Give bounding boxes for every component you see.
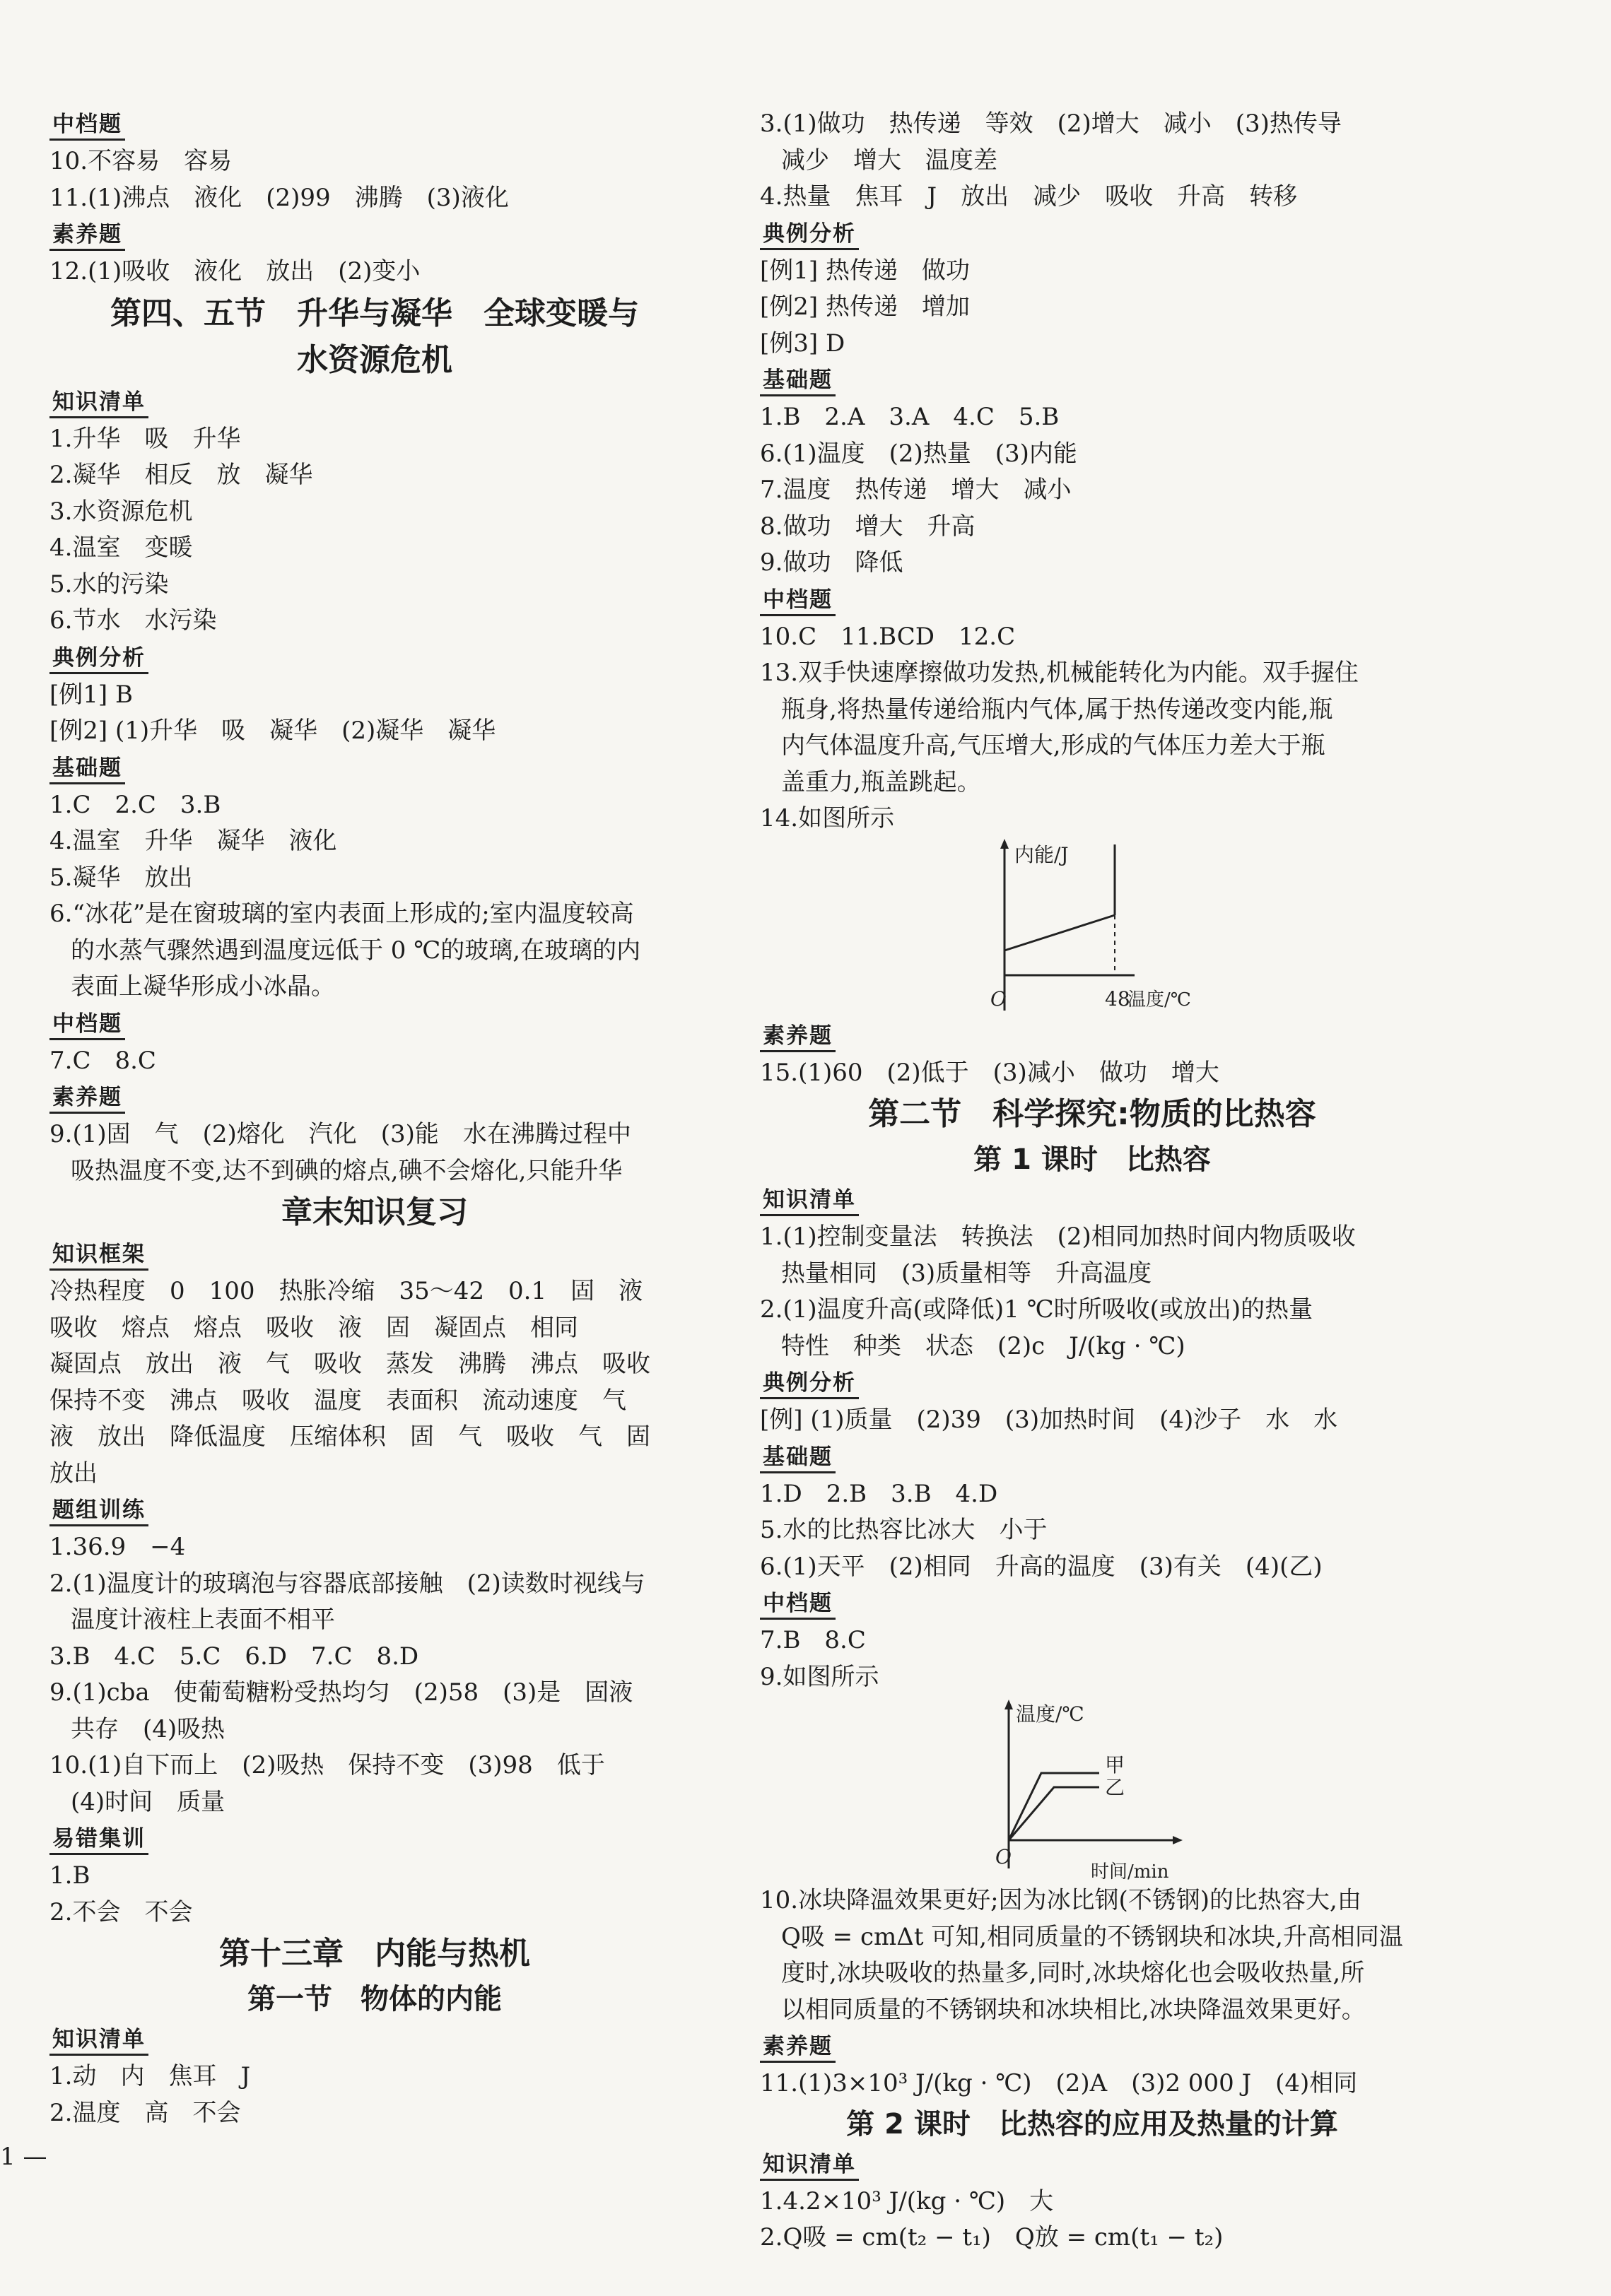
answer-line: 14.如图所示 (760, 804, 895, 832)
x-axis-label: 时间/min (1091, 1861, 1169, 1883)
answer-line: 冷热程度 0 100 热胀冷缩 35～42 0.1 固 液 (49, 1277, 643, 1305)
section-label: 基础题 (760, 1443, 836, 1473)
section-heading: 第二节 科学探究:物质的比热容 (868, 1096, 1316, 1132)
answer-line: 3.B 4.C 5.C 6.D 7.C 8.D (49, 1642, 419, 1671)
answer-line: 2.温度 高 不会 (49, 2098, 241, 2127)
answer-line: 内气体温度升高,气压增大,形成的气体压力差大于瓶 (781, 731, 1325, 760)
origin-label: O (990, 987, 1007, 1011)
answer-line: 2.Q吸 = cm(t₂ − t₁) Q放 = cm(t₁ − t₂) (760, 2223, 1224, 2251)
answer-line: 12.(1)吸收 液化 放出 (2)变小 (49, 257, 421, 285)
section-label: 中档题 (760, 586, 836, 616)
page-number: 1 — (0, 2143, 47, 2171)
answer-line: 度时,冰块吸收的热量多,同时,冰块熔化也会吸收热量,所 (781, 1959, 1365, 1987)
answer-line: 1.4.2×10³ J/(kg · ℃) 大 (760, 2186, 1054, 2215)
answer-line: Q吸 = cmΔt 可知,相同质量的不锈钢块和冰块,升高相同温 (781, 1922, 1403, 1951)
answer-line: 6.“冰花”是在窗玻璃的室内表面上形成的;室内温度较高 (49, 900, 634, 928)
answer-line: 盖重力,瓶盖跳起。 (781, 767, 981, 796)
answer-line: 表面上凝华形成小冰晶。 (71, 972, 335, 1001)
answer-line: [例2] 热传递 增加 (760, 293, 970, 321)
origin-label: O (995, 1845, 1012, 1868)
temperature-graph (760, 1695, 1424, 1883)
answer-line: 1.升华 吸 升华 (49, 424, 241, 453)
answer-line: 3.(1)做功 热传递 等效 (2)增大 减小 (3)热传导 (760, 110, 1342, 138)
answer-line: 吸热温度不变,达不到碘的熔点,碘不会熔化,只能升华 (71, 1156, 623, 1185)
answer-line: [例1] B (49, 680, 133, 709)
section-label: 易错集训 (49, 1825, 148, 1855)
section-label: 题组训练 (49, 1496, 148, 1526)
answer-line: [例3] D (760, 329, 845, 358)
section-label: 素养题 (49, 220, 125, 251)
answer-line: 6.(1)温度 (2)热量 (3)内能 (760, 439, 1077, 468)
lesson-heading: 第 1 课时 比热容 (973, 1143, 1211, 1176)
answer-line: 4.热量 焦耳 J 放出 减少 吸收 升高 转移 (760, 182, 1298, 211)
internal-energy-graph (760, 837, 1424, 1018)
answer-line: 10.冰块降温效果更好;因为冰比钢(不锈钢)的比热容大,由 (760, 1886, 1361, 1914)
answer-line: 2.(1)温度升高(或降低)1 ℃时所吸收(或放出)的热量 (760, 1295, 1313, 1324)
answer-line: (4)时间 质量 (71, 1787, 225, 1816)
answer-line: 11.(1)3×10³ J/(kg · ℃) (2)A (3)2 000 J (4)相同 (760, 2069, 1358, 2097)
y-axis-arrow (1000, 839, 1009, 849)
answer-line: 9.(1)固 气 (2)熔化 汽化 (3)能 水在沸腾过程中 (49, 1120, 631, 1148)
answer-line: 4.温室 变暖 (49, 534, 193, 562)
answer-line: 以相同质量的不锈钢块和冰块相比,冰块降温效果更好。 (781, 1995, 1366, 2024)
answer-line: 6.节水 水污染 (49, 606, 217, 635)
answer-line: 3.水资源危机 (49, 497, 193, 526)
section-label: 知识框架 (49, 1240, 148, 1271)
answer-line: 2.不会 不会 (49, 1897, 193, 1926)
answer-line: 减少 增大 温度差 (781, 146, 997, 175)
answer-line: 10.C 11.BCD 12.C (760, 622, 1016, 651)
answer-line: 13.双手快速摩擦做功发热,机械能转化为内能。双手握住 (760, 659, 1359, 687)
answer-line: 液 放出 降低温度 压缩体积 固 气 吸收 气 固 (49, 1423, 650, 1451)
section-label: 典例分析 (760, 1369, 859, 1399)
answer-line: 1.36.9 −4 (49, 1533, 186, 1561)
section-label: 基础题 (49, 754, 125, 784)
section-label: 典例分析 (49, 644, 148, 674)
section-heading: 第四、五节 升华与凝华 全球变暖与 (110, 295, 639, 331)
section-label: 基础题 (760, 366, 836, 396)
x-axis-arrow (1173, 1836, 1183, 1844)
curve-label-jia: 甲 (1105, 1753, 1125, 1777)
section-label: 知识清单 (760, 2150, 859, 2181)
answer-line: 2.(1)温度计的玻璃泡与容器底部接触 (2)读数时视线与 (49, 1569, 645, 1598)
answer-line: 10.不容易 容易 (49, 147, 233, 175)
section-label: 素养题 (760, 1022, 836, 1052)
answer-line: 7.B 8.C (760, 1626, 866, 1654)
answer-line: 2.凝华 相反 放 凝华 (49, 461, 313, 489)
answer-line: 15.(1)60 (2)低于 (3)减小 做功 增大 (760, 1058, 1219, 1087)
section-label: 知识清单 (760, 1186, 859, 1216)
answer-line: 1.B (49, 1861, 90, 1890)
answer-line: 10.(1)自下而上 (2)吸热 保持不变 (3)98 低于 (49, 1751, 605, 1779)
temperature-graph-svg (760, 1695, 1424, 1883)
answer-line: 5.水的污染 (49, 570, 169, 599)
answer-line: 1.C 2.C 3.B (49, 790, 221, 819)
left-column (49, 106, 700, 2131)
answer-line: 吸收 熔点 熔点 吸收 液 固 凝固点 相同 (49, 1313, 578, 1342)
answer-line: 4.温室 升华 凝华 液化 (49, 827, 337, 855)
answer-line: 7.C 8.C (49, 1046, 156, 1075)
answer-line: 9.如图所示 (760, 1662, 879, 1691)
answer-line: 8.做功 增大 升高 (760, 512, 976, 541)
internal-energy-graph-svg (760, 837, 1424, 1018)
curve-jia (1009, 1773, 1099, 1840)
answer-line: [例] (1)质量 (2)39 (3)加热时间 (4)沙子 水 水 (760, 1406, 1338, 1434)
x-tick-label: 48 (1105, 987, 1130, 1011)
chapter-heading: 第十三章 内能与热机 (219, 1936, 530, 1972)
section-label: 中档题 (49, 1010, 125, 1040)
answer-line: 6.(1)天平 (2)相同 升高的温度 (3)有关 (4)(乙) (760, 1552, 1323, 1581)
answer-line: 保持不变 沸点 吸收 温度 表面积 流动速度 气 (49, 1386, 626, 1415)
section-label: 素养题 (49, 1083, 125, 1114)
answer-line: 9.做功 降低 (760, 548, 903, 577)
x-axis-label: 温度/℃ (1127, 989, 1191, 1011)
answer-line: [例1] 热传递 做功 (760, 256, 970, 285)
answer-line: 1.动 内 焦耳 J (49, 2062, 251, 2090)
answer-line: 1.D 2.B 3.B 4.D (760, 1479, 998, 1508)
answer-line: 9.(1)cba 使葡萄糖粉受热均匀 (2)58 (3)是 固液 (49, 1678, 633, 1707)
answer-line: 特性 种类 状态 (2)c J/(kg · ℃) (781, 1331, 1185, 1360)
answer-line: 瓶身,将热量传递给瓶内气体,属于热传递改变内能,瓶 (781, 695, 1333, 724)
answer-line: 热量相同 (3)质量相等 升高温度 (781, 1259, 1152, 1288)
answer-line: 5.水的比热容比冰大 小于 (760, 1516, 1048, 1544)
answer-line: 放出 (49, 1459, 98, 1488)
y-axis-label: 内能/J (1014, 842, 1069, 866)
curve-label-yi: 乙 (1105, 1776, 1125, 1799)
answer-line: 凝固点 放出 液 气 吸收 蒸发 沸腾 沸点 吸收 (49, 1350, 650, 1378)
lesson-heading: 第 2 课时 比热容的应用及热量的计算 (846, 2107, 1338, 2141)
answer-line: 7.温度 热传递 增大 减小 (760, 476, 1072, 504)
right-column (760, 106, 1424, 2256)
section-label: 中档题 (49, 110, 125, 141)
section-label: 知识清单 (49, 2025, 148, 2056)
section-label: 素养题 (760, 2032, 836, 2063)
answer-line: 1.(1)控制变量法 转换法 (2)相同加热时间内物质吸收 (760, 1223, 1356, 1251)
section-label: 典例分析 (760, 220, 859, 250)
answer-line: [例2] (1)升华 吸 凝华 (2)凝华 凝华 (49, 717, 496, 745)
y-axis-arrow (1004, 1700, 1013, 1709)
answer-line: 的水蒸气骤然遇到温度远低于 0 ℃的玻璃,在玻璃的内 (71, 936, 641, 965)
answer-line: 11.(1)沸点 液化 (2)99 沸腾 (3)液化 (49, 183, 509, 212)
answer-line: 共存 (4)吸热 (71, 1714, 225, 1743)
answer-line: 温度计液柱上表面不相平 (71, 1606, 335, 1634)
y-axis-label: 温度/℃ (1016, 1702, 1084, 1726)
section-heading: 水资源危机 (297, 341, 452, 378)
section-heading: 章末知识复习 (281, 1194, 468, 1230)
section-heading: 第一节 物体的内能 (247, 1983, 502, 2015)
section-label: 知识清单 (49, 388, 148, 418)
section-label: 中档题 (760, 1589, 836, 1620)
answer-line: 5.凝华 放出 (49, 863, 193, 892)
answer-line: 1.B 2.A 3.A 4.C 5.B (760, 403, 1060, 431)
energy-line (1004, 915, 1115, 950)
